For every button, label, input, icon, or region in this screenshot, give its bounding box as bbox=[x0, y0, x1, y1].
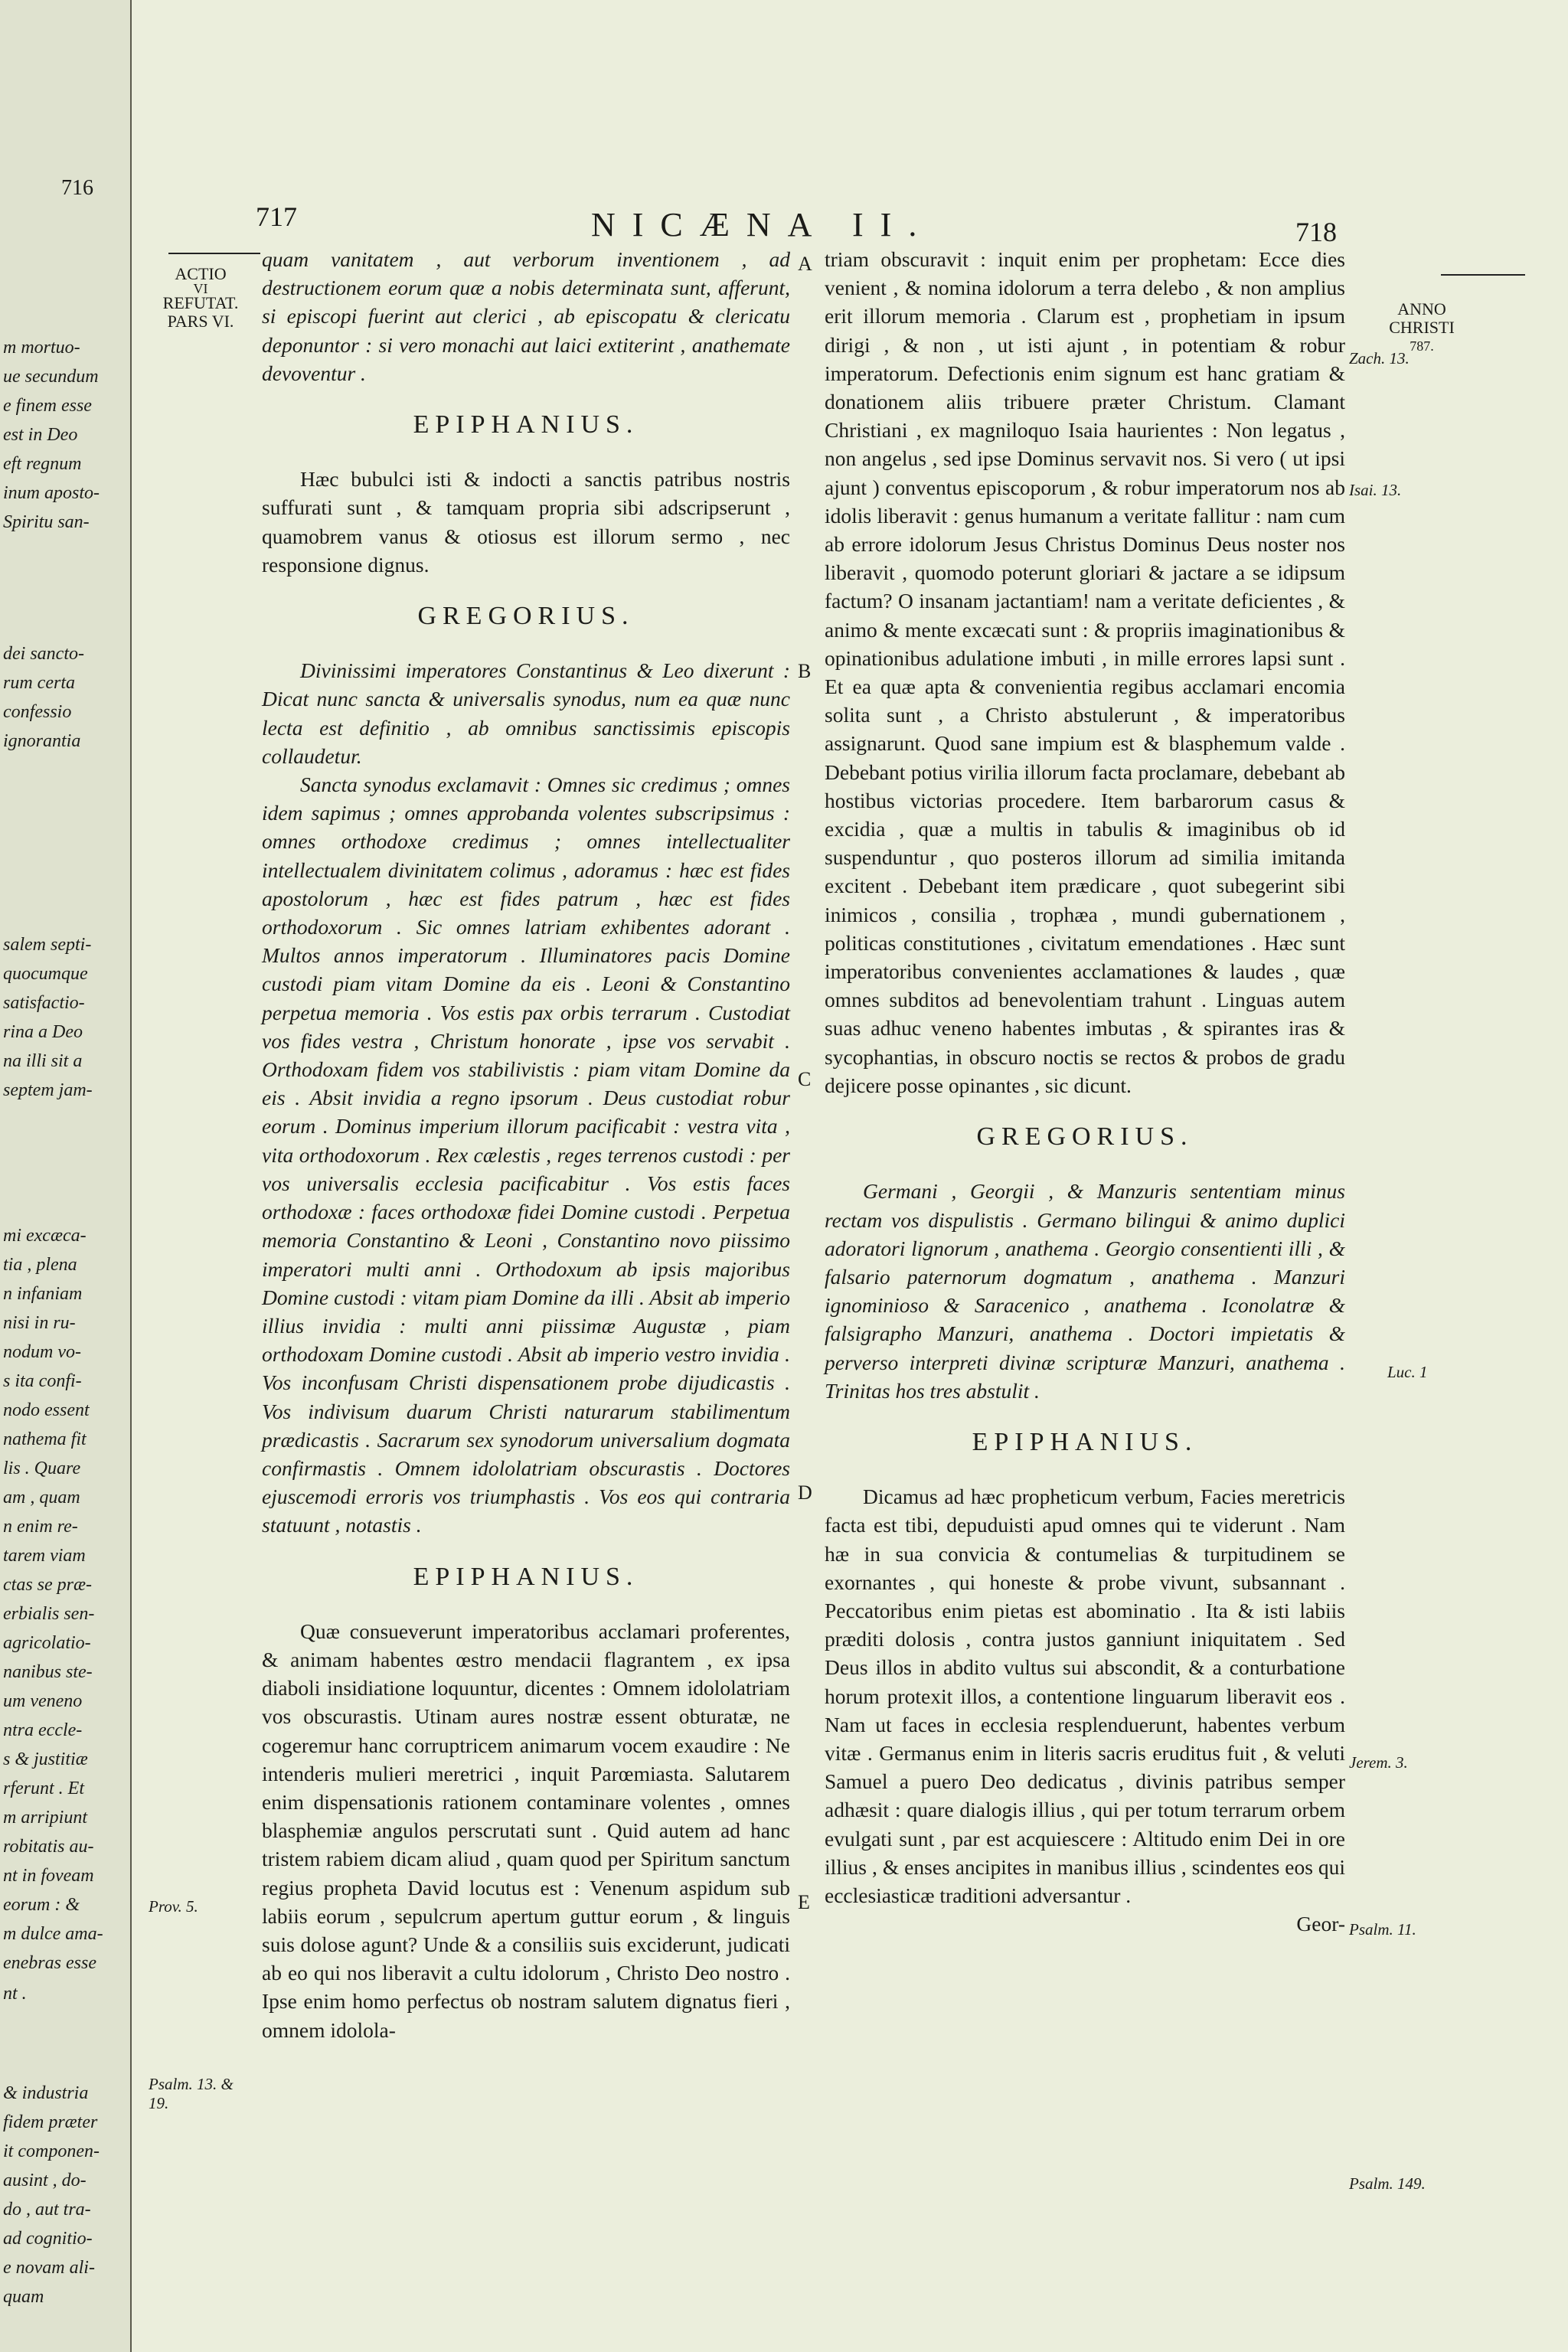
left-rule bbox=[168, 253, 260, 254]
col1-intro: quam vanitatem , aut verborum inventionem , ad destructionem eorum quæ a nobis determinata sunt, afferunt, si episcopi fuerint aut clerici , ab episcopatu & clericatu deponuntor : si vero monachi aut laici extiterint , anathemate devoventur . bbox=[262, 247, 790, 385]
left-page-fragment: e finem esse bbox=[3, 396, 92, 416]
left-page-fragment: Spiritu san- bbox=[3, 512, 90, 532]
col1-heading-epiphanius-2: EPIPHANIUS. bbox=[413, 1562, 639, 1591]
col2-paragraph-3: Dicamus ad hæc propheticum verbum, Facies meretricis facta est tibi, depuduisti apud omnes qui te viderunt . Nam hæ in sua convicia & contumelias & turpitudinem se exornantes , qui honeste & probe vivunt, subsannant . Peccatoribus enim pietas est abominatio . Ita & isti labiis præditi dolosis , contra justos ganniunt iniquitatem . Sed Deus illos in abdito vultus sui abscondit, & a conturbatione horum protexit illos, a contentione linguarum liberavit eos . Nam ut faces in ecclesia resplenduerunt, habentes verbum vitæ . Germanus enim in literis sacris eruditus fuit , & veluti Samuel a puero Deo dedicatus , divinis patribus semper adhæsit : quare dialogis illius , qui per totum terrarum orbem evulgati sunt , par est acquiescere : Altitudo enim Dei in ore illius , & enses ancipites in manibus illius , scindentes eos qui ecclesiasticæ traditioni adversantur . bbox=[825, 1485, 1345, 1907]
column-right bbox=[825, 245, 1345, 1938]
right-rule bbox=[1441, 274, 1525, 276]
left-page-fragment: it componen- bbox=[3, 2141, 100, 2161]
left-page-fragment: satisfactio- bbox=[3, 993, 85, 1013]
left-page-fragment: ignorantia bbox=[3, 731, 81, 751]
margin-ref-zach: Zach. 13. bbox=[1349, 349, 1410, 368]
left-page-fragment: nt . bbox=[3, 1984, 27, 2004]
col2-paragraph-1: triam obscuravit : inquit enim per prophetam: Ecce dies venient , & nomina idolorum a terra delebo , & non amplius erit illorum memoria . Clarum est , prophetiam in ipsum dirigi , & non , ut isti ajunt , in potentiam & robur imperatorum. Defectionis enim signum est hanc gratiam & donationem aliis tribuere præter Christum. Clamant Christiani , ex magniloquo Isaia haurientes : Non legatus , non angelus , sed ipse Dominus servavit nos. Si vero ( ut ipsi ajunt ) conventus episcoporum , & robur imperatorum nos ab idolis liberavit : genus humanum a veritate fallitur : nam cum ab errore idolorum Jesus Christus Dominus Deus noster nos liberavit , quomodo poterunt gloriari & jactare a se idipsum factum? O insanam jactantiam! nam a veritate deficientes , & animo & mente excæcati sunt : & propriis imaginationibus & opinationibus adulatione imbuti , in mille errores lapsi sunt . Et ea quæ apta & convenientia regibus acclamari encomia solita sunt , a Christo abstulerunt , & imperatoribus assignarunt. Quod sane impium est & blasphemum valde . Debebant potius virilia illorum facta proclamare, debebant ab hostibus victorias procedere. Item barbarorum casus & excidia , quæ a multis in tabulis & imaginibus ob id suspenduntur , quo posteros illorum ad similia imitanda excitent . Debebant item prædicare , quot subegerint sibi inimicos , consilia , trophæa , mundi gubernationem , politicas constitutiones , civitatum emendationes . Hæc sunt imperatoribus convenientes acclamationes & laudes , quæ omnes subditos ad benevolentiam trahunt . Linguas autem suas adhuc veneno habentes imbutas , & spirantes iras & sycophantias, in obscuro noctis se rectos & probos de gradu dejicere posse opinantes , sic dicunt. bbox=[825, 247, 1345, 1097]
left-page-fragment: dei sancto- bbox=[3, 644, 84, 664]
margin-ref-psalm-11: Psalm. 11. bbox=[1349, 1920, 1416, 1939]
left-page-fragment: m mortuo- bbox=[3, 338, 80, 358]
left-page-fragment: m arripiunt bbox=[3, 1808, 88, 1828]
left-page-fragment: s & justitiæ bbox=[3, 1749, 88, 1769]
left-page-fragment: eft regnum bbox=[3, 454, 82, 474]
left-page-fragment: m dulce ama- bbox=[3, 1924, 103, 1944]
left-page-fragment: s ita confi- bbox=[3, 1371, 82, 1391]
left-page-fragment: ue secundum bbox=[3, 367, 99, 387]
section-letter-a: A bbox=[798, 253, 812, 275]
left-page-fragment: na illi sit a bbox=[3, 1051, 83, 1071]
left-page-fragment: lis . Quare bbox=[3, 1459, 81, 1478]
left-page-fragment: rferunt . Et bbox=[3, 1779, 84, 1798]
left-page-fragment: confessio bbox=[3, 702, 72, 722]
left-page-fragment: am , quam bbox=[3, 1488, 80, 1508]
anno-christi-label: ANNO CHRISTI 787. bbox=[1389, 299, 1455, 354]
section-letter-d: D bbox=[798, 1481, 812, 1504]
catchword: Geor- bbox=[1296, 1912, 1345, 1936]
column-left bbox=[262, 245, 790, 2044]
col1-heading-epiphanius-1: EPIPHANIUS. bbox=[413, 410, 639, 439]
left-page-fragment: inum aposto- bbox=[3, 483, 100, 503]
left-page-fragment: e novam ali- bbox=[3, 2258, 95, 2278]
left-page-fragment: ntra eccle- bbox=[3, 1720, 83, 1740]
margin-ref-luc: Luc. 1 bbox=[1387, 1363, 1428, 1381]
margin-ref-psalm-149: Psalm. 149. bbox=[1349, 2174, 1426, 2193]
col1-paragraph-3: Sancta synodus exclamavit : Omnes sic credimus ; omnes idem sapimus ; omnes approbanda volentes subscripsimus : omnes orthodoxe credimus ; omnes intellectualiter intellectualem divinitatem colimus , adoramus : hæc est fides apostolorum , hæc est fides patrum , hæc est fides orthodoxorum . Sic omnes latriam exhibentes adorant . Multos annos imperatorum . Illuminatores pacis Domine custodi piam vitam Domine da eis . Leoni & Constantino perpetua memoria . Vos estis pax orbis terrarum . Custodiat vos fides vestra , Christum honorate , ipse vos servabit . Orthodoxam fidem vos stabilivistis : piam vitam Domine da eis . Absit invidia a regno ipsorum . Deus custodiat robur eorum . Dominus imperium illorum pacificabit : vestra vita , vita orthodoxorum . Rex cælestis , reges terrenos custodi : per vos universalis ecclesia pacificabitur . Vos estis faces orthodoxæ : faces orthodoxæ fidei Domine custodi . Perpetua memoria Constantino & Leoni , Constantino novo piissimo imperatori multi anni . Orthodoxum ab ipsis majoribus Domine custodi : vitam piam Domine da illi . Absit ab imperio illius invidia : multi anni piissimæ Augustæ , piam orthodoxam Domine custodi . Absit ab imperio vestro invidia . Vos inconfusam Christi dispensationem probe dijudicastis . Vos indivisum duarum Christi naturarum stabilimentum prædicastis . Sacrarum sex synodorum universalium dogmata confirmastis . Omnem idololatriam obscurastis . Doctores ejuscemodi erroris vos triumphastis . Vos eos qui contraria statuunt , notastis . bbox=[262, 773, 790, 1537]
left-page-fragment: septem jam- bbox=[3, 1080, 93, 1100]
running-title: NICÆNA II. bbox=[591, 206, 934, 243]
col1-paragraph-1: Hæc bubulci isti & indocti a sanctis patribus nostris suffurati sunt , & tamquam propria sibi adscripserunt , quamobrem vanus & otiosus est illorum sermo , nec responsione dignus. bbox=[262, 467, 790, 577]
page-number-right: 718 bbox=[1295, 217, 1337, 247]
left-page-fragment: nathema fit bbox=[3, 1429, 87, 1449]
left-page-fragment: quocumque bbox=[3, 964, 88, 984]
left-page-fragment: do , aut tra- bbox=[3, 2200, 91, 2220]
col2-heading-epiphanius: EPIPHANIUS. bbox=[972, 1427, 1198, 1456]
actio-label: ACTIO VI REFUTAT. PARS VI. bbox=[162, 264, 239, 331]
left-page-fragment: nisi in ru- bbox=[3, 1313, 76, 1333]
left-page-fragment: rina a Deo bbox=[3, 1022, 83, 1042]
left-page-fragment: est in Deo bbox=[3, 425, 78, 445]
main-page bbox=[132, 0, 1568, 2352]
left-page-fragment: rum certa bbox=[3, 673, 75, 693]
left-page-fragment: quam bbox=[3, 2287, 44, 2307]
left-page-fragment: ad cognitio- bbox=[3, 2229, 93, 2249]
left-page-fragment: salem septi- bbox=[3, 935, 92, 955]
left-page-fragment: n enim re- bbox=[3, 1517, 78, 1537]
col1-paragraph-4: Quæ consueverunt imperatoribus acclamari proferentes, & animam habentes œstro mendacii flagrantem , ex ipsa diaboli insidiatione loquuntur, dicentes : Omnem idololatriam vos obscurastis. Utinam aures nostræ essent obturatæ, ne cogeremur hanc corruptricem animarum vocem exaudire : Ne intenderis mulieri meretrici , inquit Parœmiasta. Salutarem enim dispensationis rationem contaminare volentes , omnes blasphemiæ angulos perscrutati sunt . Quid autem ad hanc tristem rabiem dicam aliud , quam quod per Spiritum sanctum regius propheta David locutus est : Venenum aspidum sub labiis eorum , sepulcrum apertum guttur eorum , & linguis suis dolose agunt? Unde & a consiliis suis exciderunt, judicati ab eo qui nos liberavit a cultu idolorum , Christo Deo nostro . Ipse enim homo perfectus ob nostram salutem dignatus fieri , omnem idolola- bbox=[262, 1619, 790, 2042]
left-page-fragment: erbialis sen- bbox=[3, 1604, 95, 1624]
left-page-fragment: robitatis au- bbox=[3, 1837, 94, 1857]
left-page-fragment: ausint , do- bbox=[3, 2171, 87, 2190]
col2-paragraph-2: Germani , Georgii , & Manzuris sententiam minus rectam vos dispulistis . Germano bilingui & animo duplici adoratori lignorum , anathema . Georgio consentienti illi , & falsario paternorum dogmatum , anathema . Manzuri ignominioso & Saracenico , anathema . Iconolatræ & falsigrapho Manzuri, anathema . Doctori impietatis & perverso interpreti divinæ scripturæ Manzuri, anathema . Trinitas hos tres abstulit . bbox=[825, 1179, 1345, 1403]
col1-paragraph-2: Divinissimi imperatores Constantinus & Leo dixerunt : Dicat nunc sancta & universalis synodus, num ea quæ nunc lecta est definitio , ab omnibus sanctissimis episcopis collaudetur. bbox=[262, 658, 790, 768]
section-letter-e: E bbox=[798, 1891, 810, 1913]
left-page-fragment: eorum : & bbox=[3, 1895, 80, 1915]
section-letter-c: C bbox=[798, 1068, 812, 1090]
left-page-fragment: tia , plena bbox=[3, 1255, 77, 1275]
margin-ref-prov: Prov. 5. bbox=[149, 1897, 198, 1916]
left-page-number: 716 bbox=[61, 176, 93, 200]
left-page-fragment: n infaniam bbox=[3, 1284, 83, 1304]
left-page-fragment: agricolatio- bbox=[3, 1633, 91, 1653]
margin-ref-psalm-13: Psalm. 13. & 19. bbox=[149, 2075, 234, 2112]
left-page-fragment: ctas se præ- bbox=[3, 1575, 92, 1595]
margin-ref-jerem: Jerem. 3. bbox=[1349, 1753, 1408, 1772]
col2-heading-gregorius: GREGORIUS. bbox=[976, 1122, 1194, 1152]
col1-heading-gregorius: GREGORIUS. bbox=[417, 602, 635, 631]
previous-page-edge bbox=[0, 0, 132, 2352]
left-page-fragment: enebras esse bbox=[3, 1953, 96, 1973]
left-page-fragment: nanibus ste- bbox=[3, 1662, 93, 1682]
left-page-fragment: mi excæca- bbox=[3, 1226, 87, 1246]
left-page-fragment: nt in foveam bbox=[3, 1866, 94, 1886]
page-number-left: 717 bbox=[256, 201, 297, 232]
left-page-fragment: um veneno bbox=[3, 1691, 83, 1711]
left-page-fragment: nodum vo- bbox=[3, 1342, 81, 1362]
left-page-fragment: & industria bbox=[3, 2083, 89, 2103]
margin-ref-isai: Isai. 13. bbox=[1349, 481, 1402, 499]
section-letter-b: B bbox=[798, 660, 812, 682]
left-page-fragment: fidem præter bbox=[3, 2112, 98, 2132]
left-page-fragment: nodo essent bbox=[3, 1400, 90, 1420]
left-page-fragment: tarem viam bbox=[3, 1546, 86, 1566]
